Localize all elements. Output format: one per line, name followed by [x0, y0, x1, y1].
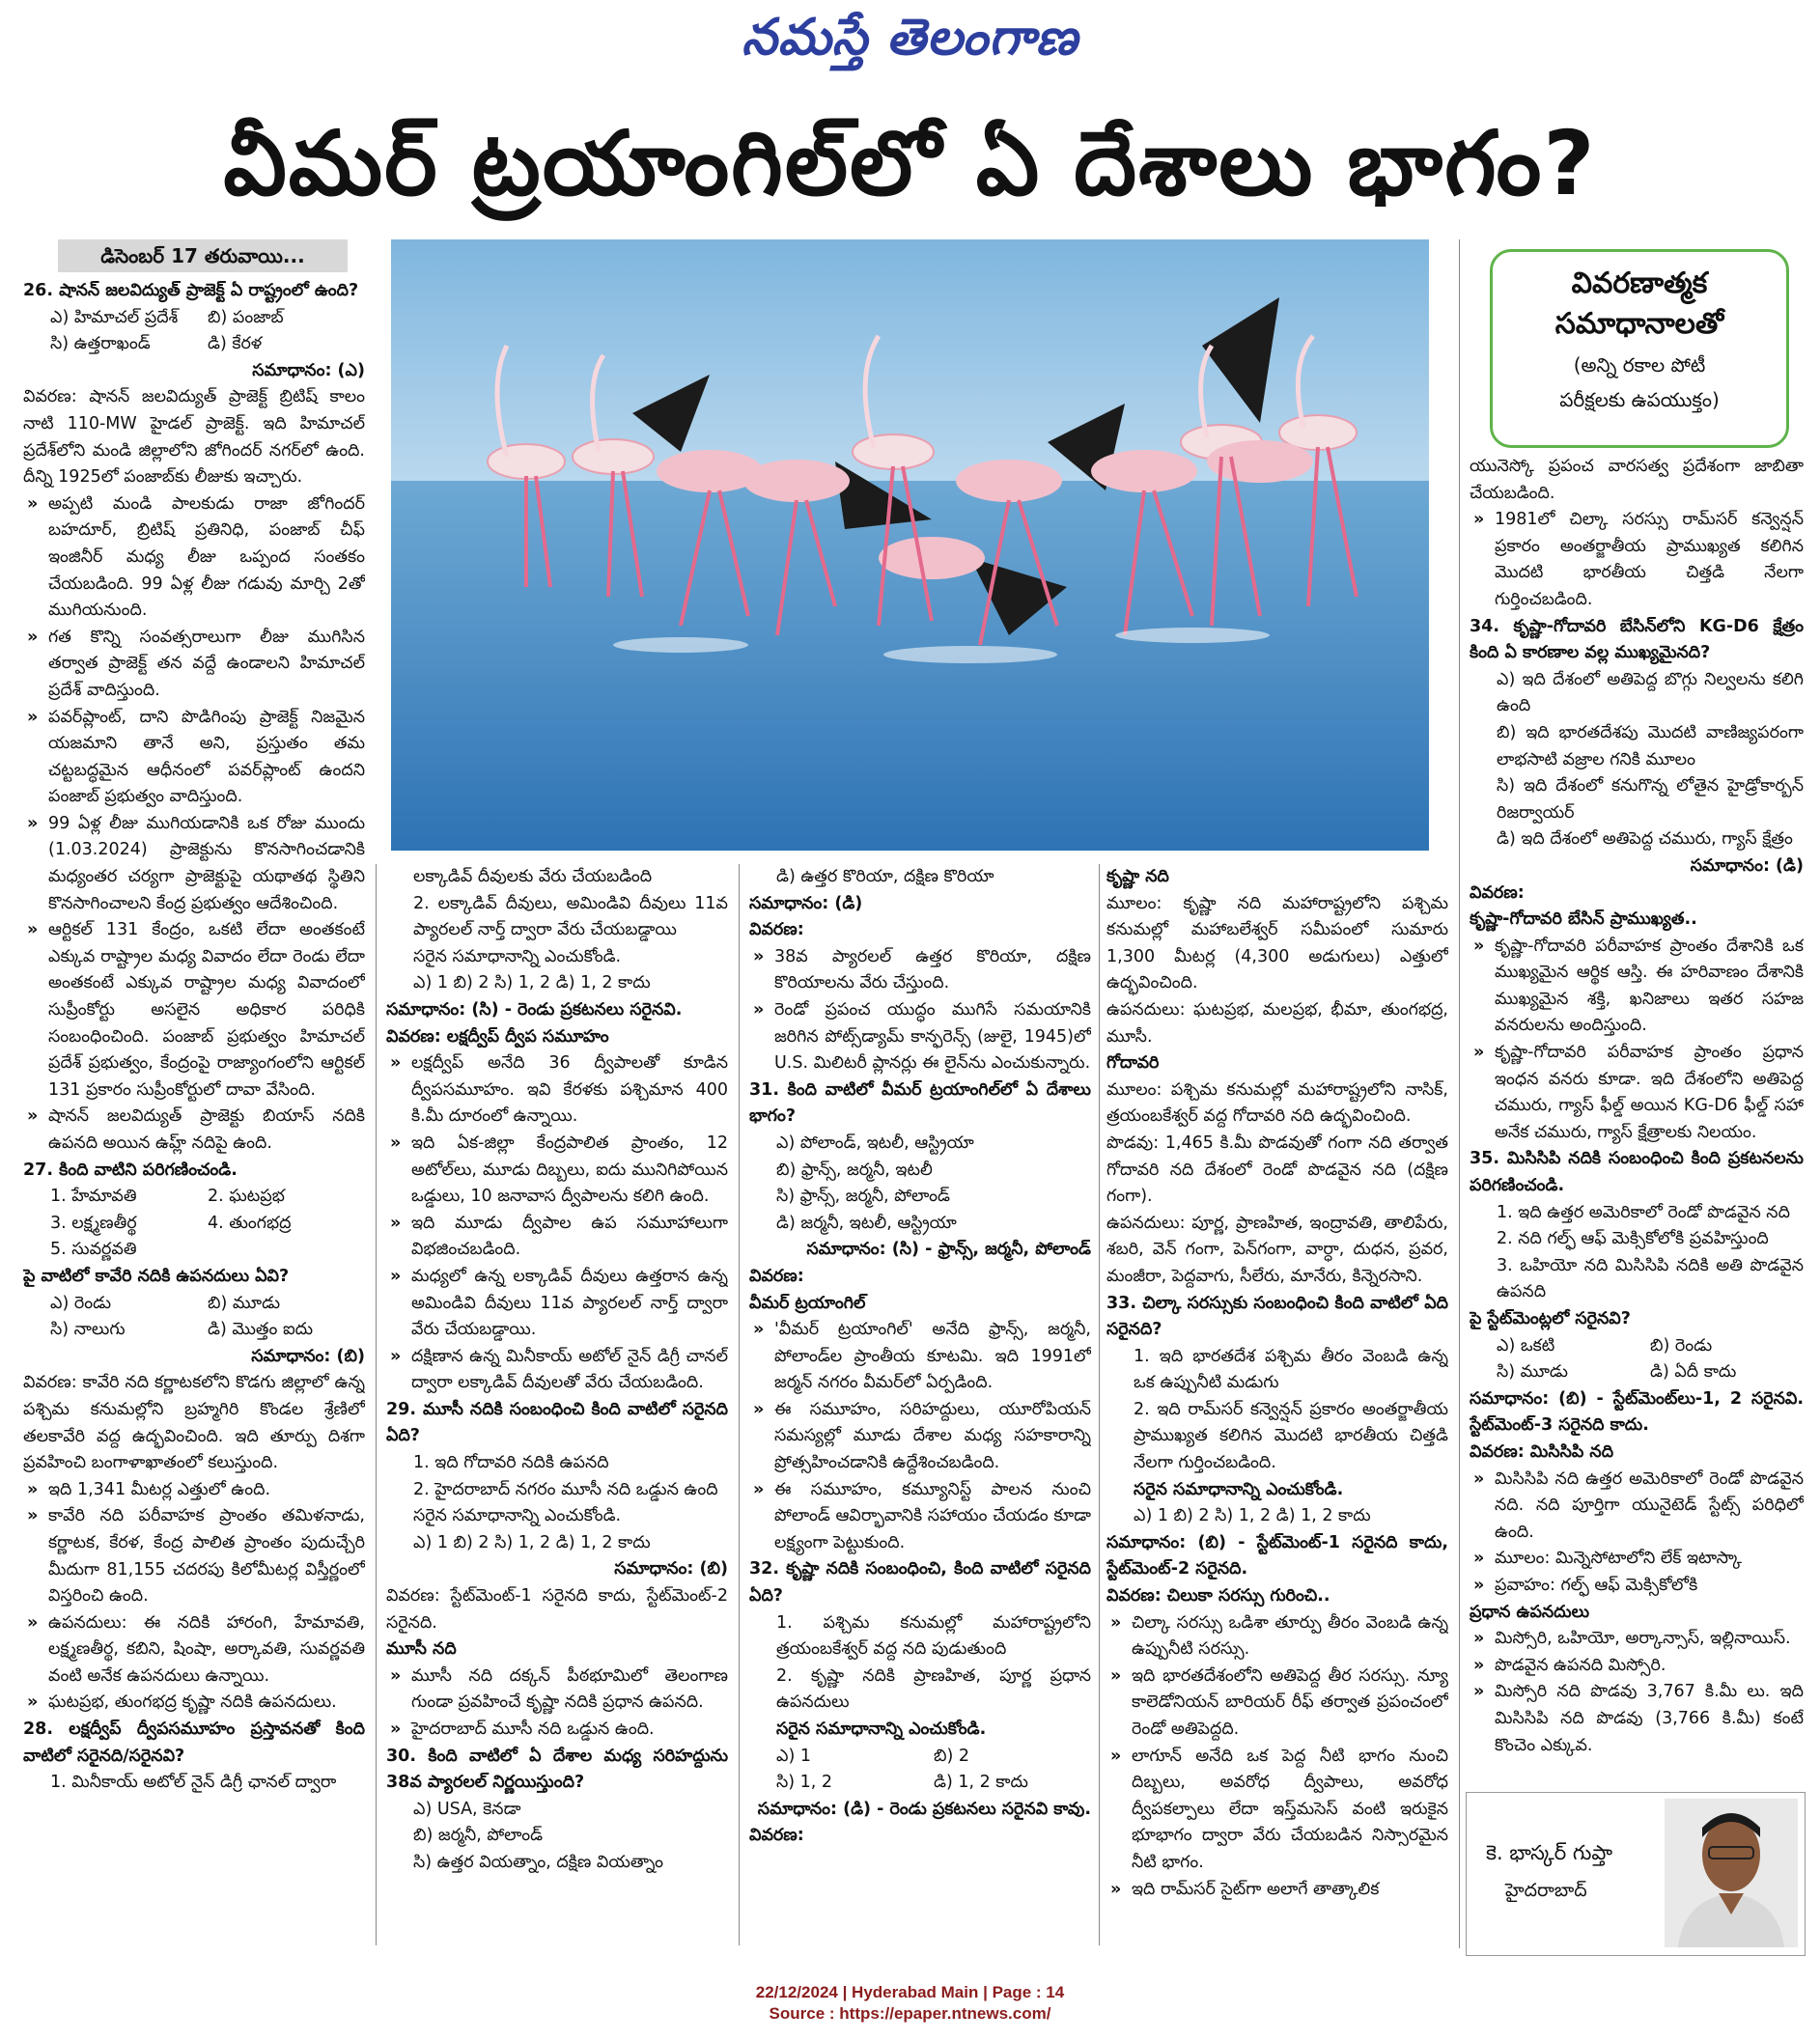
column-4	[1106, 864, 1448, 1948]
option: సి) ఇది దేశంలో కనుగొన్న లోతైన హైడ్రోకార్బన్ రిజర్వాయర్	[1497, 776, 1804, 823]
option: 5. సువర్ణవతి	[50, 1240, 137, 1260]
answer: సమాధానం: (డి)	[749, 893, 863, 913]
statement: 2. కృష్ణా నదికి ప్రాణహిత, పూర్ణ ప్రధాన ఉపనదులు	[776, 1665, 1091, 1713]
bullet: » ఇది ఏక-జిల్లా కేంద్రపాలిత ప్రాంతం, 12 అటోల్‌లు, మూడు దిబ్బలు, ఐదు మునిగిపోయిన ఒడ్డులు, 10 జనావాస ద్వీపాలను కలిగి ఉంది.	[386, 1131, 728, 1211]
option: 1. హేమావతి	[50, 1187, 137, 1207]
bullet: » ఘటప్రభ, తుంగభద్ర కృష్ణా నదికి ఉపనదులు.	[23, 1690, 365, 1717]
statement: 1. పశ్చిమ కనుమల్లో మహారాష్ట్రలోని త్రయంబకేశ్వర్ వద్ద నది పుడుతుంది	[776, 1612, 1091, 1660]
option: డి) మొత్తం ఐదు	[208, 1320, 314, 1340]
instruction: సరైన సమాధానాన్ని ఎంచుకోండి.	[413, 1506, 622, 1526]
option: బి) పంజాబ్	[208, 307, 284, 327]
bullet: » మిస్సోరి నది పొడవు 3,767 కి.మీ లు. ఇది మిసిసిపి నది పొడవు (3,766 కి.మీ) కంటే కొంచెం ఎక్కువ.	[1470, 1679, 1804, 1759]
option: బి) ఫ్రాన్స్, జర్మనీ, ఇటలీ	[776, 1160, 933, 1180]
column-divider	[376, 864, 377, 1945]
question: 31. కింది వాటిలో వీమర్ ట్రయాంగిల్‌లో ఏ దేశాలు భాగం?	[749, 1079, 1091, 1127]
question: పై స్టేట్‌మెంట్లలో సరైనవి?	[1470, 1309, 1631, 1328]
badge-subline: (అన్ని రకాల పోటీ	[1573, 353, 1706, 377]
option: బి) ఇది భారతదేశపు మొదటి వాణిజ్యపరంగా లాభసాటి వజ్రాల గనికి మూలం	[1497, 722, 1804, 769]
option: డి) ఇది దేశంలో అతిపెద్ద చమురు, గ్యాస్ క్షేత్రం	[1497, 829, 1793, 850]
bullet: » లాగూన్ అనేది ఒక పెద్ద నీటి భాగం నుంచి దిబ్బలు, అవరోధ ద్వీపాలు, అవరోధ ద్వీపకల్పాలు లేదా ఇస్త్‌మసెస్ వంటి ఇరుకైన భూభాగం ద్వారా వేరు చేయబడిన నిస్సారమైన నీటి భాగం.	[1106, 1744, 1448, 1877]
bullet: » గత కొన్ని సంవత్సరాలుగా లీజు ముగిసిన తర్వాత ప్రాజెక్ట్ తన వద్దే ఉండాలని హిమాచల్ ప్రదేశ్ వాదిస్తుంది.	[23, 625, 365, 705]
explanation-heading: వివరణ:	[1470, 882, 1525, 903]
bullet: » దక్షిణాన ఉన్న మినీకాయ్ అటోల్ నైన్ డిగ్రీ చానల్ ద్వారా లక్కాడివ్ దీవులతో వేరు చేయబడింది.	[386, 1344, 728, 1397]
option: ఎ) రెండు	[50, 1293, 112, 1313]
options-row	[23, 331, 365, 358]
option: ఎ) USA, కెనడా	[413, 1799, 521, 1819]
badge-subline: పరీక్షలకు ఉపయుక్తం)	[1559, 388, 1720, 411]
bullet: » చిల్కా సరస్సు ఒడిశా తూర్పు తీరం వెంబడి ఉన్న ఉప్పునీటి సరస్సు.	[1106, 1610, 1448, 1664]
bullet: » పొడవైన ఉపనది మిస్సోరి.	[1470, 1653, 1804, 1680]
author-name: కె. భాస్కర్ గుప్తా	[1486, 1841, 1613, 1864]
option: సి) ఫ్రాన్స్, జర్మనీ, పోలాండ్	[776, 1187, 950, 1207]
bullet: » ఆర్టికల్ 131 కేంద్రం, ఒకటి లేదా అంతకంటే ఎక్కువ రాష్ట్రాల మధ్య వివాదం లేదా రెండు లేదా అంతకంటే ఎక్కువ రాష్ట్రాల మధ్య వివాదంలో సుప్రీంకోర్టు అసలైన అధికార పరిధికి సంబంధించింది. పంజాబ్ ప్రభుత్వం హిమాచల్ ప్రదేశ్ ప్రభుత్వం, కేంద్రంపై రాజ్యాంగంలోని ఆర్టికల్ 131 ప్రకారం సుప్రీంకోర్టులో దావా వేసింది.	[23, 917, 365, 1104]
bullet: » రెండో ప్రపంచ యుద్ధం ముగిసే సమయానికి జరిగిన పోట్స్‌డ్యామ్ కాన్ఫరెన్స్ (జులై, 1945)లో U.S. మిలిటరీ ప్లానర్లు ఈ లైన్‌ను ఎంచుకున్నారు.	[749, 997, 1091, 1077]
explanation: వివరణ: కావేరి నది కర్ణాటకలోని కొడగు జిల్లాలో ఉన్న పశ్చిమ కనుమల్లోని బ్రహ్మగిరి కొండల శ్రేణిలో తలకావేరి వద్ద ఉద్భవించింది. ఇది తూర్పు దిశగా ప్రవహించి బంగాళాఖాతంలో కలుస్తుంది.	[23, 1373, 365, 1473]
explanation-heading: వివరణ:	[749, 1826, 804, 1846]
bullet: » ఇది మూడు ద్వీపాల ఉప సమూహాలుగా విభజించబడింది.	[386, 1211, 728, 1264]
statement: లక్కాడివ్ దీవులకు వేరు చేయబడింది	[413, 867, 653, 886]
question: 33. చిల్కా సరస్సుకు సంబంధించి కింది వాటిలో ఏది సరైనది?	[1106, 1293, 1448, 1340]
paragraph: మూలం: కృష్ణా నది మహారాష్ట్రలోని పశ్చిమ కనుమల్లో మహాబలేశ్వర్ సమీపంలో సుమారు 1,300 మీటర్ల (4,300 అడుగులు) ఎత్తులో ఉద్భవించింది.	[1106, 893, 1448, 993]
author-city: హైదరాబాద్	[1505, 1880, 1587, 1901]
author-photo	[1665, 1799, 1798, 1947]
bullet: » 'వీమర్ ట్రయాంగిల్' అనేది ఫ్రాన్స్, జర్మనీ, పోలాండ్‌ల ప్రాంతీయ కూటమి. ఇది 1991లో జర్మన్ నగరం వీమర్‌లో ఏర్పడింది.	[749, 1317, 1091, 1397]
paragraph: పొడవు: 1,465 కి.మీ పొడవుతో గంగా నది తర్వాత గోదావరి నది దేశంలో రెండో పొడవైన నది (దక్షిణ గంగా).	[1106, 1132, 1448, 1207]
statement: 2. హైదరాబాద్ నగరం మూసీ నది ఒడ్డున ఉంది	[413, 1479, 718, 1499]
flamingo-illustration	[391, 239, 1429, 851]
bullet: » షానన్ జలవిద్యుత్ ప్రాజెక్టు బియాస్ నదికి ఉపనది అయిన ఉహ్ల్ నదిపై ఉంది.	[23, 1104, 365, 1157]
statement: 2. నది గల్ఫ్ ఆఫ్ మెక్సికోలోకి ప్రవహిస్తుంది	[1497, 1229, 1769, 1249]
badge-line: సమాధానాలతో	[1554, 307, 1724, 341]
bullet: » ఈ సమూహం, కమ్యూనిస్ట్ పాలన నుంచి పోలాండ్ ఆవిర్భావానికి సహాయం చేయడం కూడా లక్ష్యంగా పెట్టుకుంది.	[749, 1477, 1091, 1557]
option: డి) ఏదీ కాదు	[1650, 1362, 1737, 1383]
option: డి) జర్మనీ, ఇటలీ, ఆస్ట్రియా	[776, 1213, 957, 1233]
bullet: » అప్పటి మండి పాలకుడు రాజా జోగిందర్ బహదూర్, బ్రిటిష్ ప్రతినిధి, పంజాబ్ చీఫ్ ఇంజినీర్ మధ్య లీజు ఒప్పంద సంతకం చేయబడింది. 99 ఏళ్ల లీజు గడువు మార్చి 2తో ముగియనుంది.	[23, 491, 365, 625]
answer: సమాధానం: (డి)	[1690, 855, 1804, 876]
author-portrait-icon	[1665, 1799, 1798, 1947]
footer-date: 22/12/2024 | Hyderabad Main | Page : 14	[755, 1983, 1065, 2001]
author-box	[1466, 1792, 1806, 1956]
options-row	[23, 1184, 365, 1211]
option: బి) మూడు	[208, 1293, 281, 1313]
option: డి) కేరళ	[208, 334, 263, 354]
answer: సమాధానం: (బి) - స్టేట్‌మెంట్-1 సరైనది కాదు, స్టేట్‌మెంట్-2 సరైనది.	[1106, 1532, 1448, 1580]
bullet: » మూలం: మిన్నెసోటాలోని లేక్ ఇటాస్కా	[1470, 1546, 1804, 1573]
masthead: నమస్తే తెలంగాణ	[742, 8, 1078, 67]
answer: సమాధానం: (సి) - రెండు ప్రకటనలు సరైనవి.	[386, 999, 683, 1020]
footer-source: Source : https://epaper.ntnews.com/	[769, 2004, 1051, 2023]
bullet: » ఇది భారతదేశంలోని అతిపెద్ద తీర సరస్సు. న్యూ కాలెడోనియన్ బారియర్ రీఫ్ తర్వాత ప్రపంచంలో రెండో అతిపెద్దది.	[1106, 1664, 1448, 1744]
options-row	[1470, 1333, 1804, 1360]
question: 35. మిసిసిపి నదికి సంబంధించి కింది ప్రకటనలను పరిగణించండి.	[1470, 1149, 1804, 1196]
statement: 1. మినీకాయ్ అటోల్ నైన్ డిగ్రీ ఛానల్ ద్వారా	[50, 1773, 337, 1793]
option: సి) ఉత్తరాఖండ్	[50, 334, 151, 354]
explanation-heading: వివరణ: లక్షద్వీప్ ద్వీప సమూహం	[386, 1026, 609, 1047]
explanation: వివరణ: షానన్ జలవిద్యుత్ ప్రాజెక్ట్ బ్రిటిష్ కాలం నాటి 110-MW హైడల్ ప్రాజెక్ట్. ఇది హిమాచల్ ప్రదేశ్‌లోని మండి జిల్లాలోని జోగిందర్ నగర్‌లో ఉంది. దీన్ని 1925లో పంజాబ్‌కు లీజుకు ఇచ్చారు.	[23, 387, 365, 488]
answer: సమాధానం: (డి) - రెండు ప్రకటనలు సరైనవి కావు.	[757, 1799, 1091, 1819]
statement: 1. ఇది గోదావరి నదికి ఉపనది	[413, 1453, 609, 1473]
option: బి) రెండు	[1650, 1335, 1713, 1356]
bullet: » 38వ ప్యారలల్ ఉత్తర కొరియా, దక్షిణ కొరియాలను వేరు చేస్తుంది.	[749, 944, 1091, 997]
question: 26. షానన్ జలవిద్యుత్ ప్రాజెక్ట్ ఏ రాష్ట్రంలో ఉంది?	[23, 281, 359, 300]
paragraph: మూలం: పశ్చిమ కనుమల్లో మహారాష్ట్రలోని నాసిక్, త్రయంబకేశ్వర్ వద్ద గోదావరి నది ఉద్భవించింది.	[1106, 1079, 1448, 1127]
bullet: » 99 ఏళ్ల లీజు ముగియడానికి ఒక రోజు ముందు (1.03.2024) ప్రాజెక్టును కొనసాగించడానికి మధ్యంతర చర్యగా ప్రాజెక్టుపై యథాతథ స్థితిని కొనసాగించాలని కేంద్ర ప్రభుత్వం ఆదేశించింది.	[23, 811, 365, 917]
subheading: మూసీ నది	[386, 1639, 457, 1660]
question: 27. కింది వాటిని పరిగణించండి.	[23, 1160, 238, 1180]
paragraph: ఉపనదులు: పూర్ణ, ప్రాణహిత, ఇంద్రావతి, తాలిపేరు, శబరి, వెన్ గంగా, పెన్‌గంగా, వార్ధా, దుధన, ప్రవర, మంజీరా, పెద్దవాగు, సీలేరు, మానేరు, కిన్నెరసాని.	[1106, 1213, 1448, 1286]
footer	[0, 1982, 1820, 2025]
bullet: » ఉపనదులు: ఈ నదికి హారంగి, హేమావతి, లక్ష్మణతీర్థ, కబిని, షింషా, అర్కావతి, సువర్ణవతి వంటి అనేక ఉపనదులు ఉన్నాయి.	[23, 1610, 365, 1691]
question: 32. కృష్ణా నదికి సంబంధించి, కింది వాటిలో సరైనది ఏది?	[749, 1559, 1091, 1607]
option: ఎ) హిమాచల్ ప్రదేశ్	[50, 307, 179, 327]
explanation-heading: వివరణ:	[749, 920, 804, 940]
subheading: ప్రధాన ఉపనదులు	[1470, 1602, 1590, 1622]
subheading: వీమర్ ట్రయాంగిల్	[749, 1293, 866, 1313]
paragraph: ఉపనదులు: ఘటప్రభ, మలప్రభ, భీమా, తుంగభద్ర, మూసీ.	[1106, 999, 1448, 1047]
option: బి) జర్మనీ, పోలాండ్	[413, 1826, 544, 1846]
info-badge	[1490, 249, 1789, 448]
question: 28. లక్షద్వీప్ ద్వీపసమూహం ప్రస్తావనతో కింది వాటిలో సరైనది/సరైనవి?	[23, 1719, 365, 1766]
column-5	[1470, 454, 1804, 1767]
question: 30. కింది వాటిలో ఏ దేశాల మధ్య సరిహద్దును 38వ ప్యారలల్ నిర్ణయిస్తుంది?	[386, 1746, 728, 1793]
option: సి) నాలుగు	[50, 1320, 126, 1340]
options-row: ఎ) 1 బి) 2 సి) 1, 2 డి) 1, 2 కాదు	[413, 973, 651, 993]
bullet: » మధ్యలో ఉన్న లక్కాడివ్ దీవులు ఉత్తరాన ఉన్న అమిండివి దీవులు 11వ ప్యారలల్ నార్త్ ద్వారా వేరు చేయబడ్డాయి.	[386, 1264, 728, 1344]
option: 4. తుంగభద్ర	[208, 1213, 292, 1233]
badge-line: వివరణాత్మక	[1571, 266, 1708, 300]
answer: సమాధానం: (బి) - స్టేట్‌మెంట్‌లు-1, 2 సరైనవి. స్టేట్‌మెంట్-3 సరైనది కాదు.	[1470, 1388, 1804, 1436]
subheading: గోదావరి	[1106, 1053, 1160, 1074]
options-row	[1470, 1359, 1804, 1386]
column-divider	[1099, 864, 1100, 1945]
subheading: కృష్ణా నది	[1106, 867, 1169, 886]
instruction: సరైన సమాధానాన్ని ఎంచుకోండి.	[413, 946, 622, 966]
options-row	[23, 1211, 365, 1238]
options-row: ఎ) 1 బి) 2 సి) 1, 2 డి) 1, 2 కాదు	[413, 1532, 651, 1552]
statement: 2. ఇది రామ్‌సర్ కన్వెన్షన్ ప్రకారం అంతర్జాతీయ ప్రాముఖ్యత కలిగిన మొదటి భారతీయ చిత్తడి నేలగా గుర్తించబడింది.	[1134, 1399, 1448, 1473]
instruction: సరైన సమాధానాన్ని ఎంచుకోండి.	[1134, 1479, 1344, 1499]
option: ఎ) 1	[776, 1746, 811, 1766]
explanation-heading: వివరణ: మిసిసిపి నది	[1470, 1441, 1614, 1462]
statement: 3. ఒహియో నది మిసిసిపి నదికి అతి పొడవైన ఉపనది	[1497, 1255, 1804, 1302]
column-divider	[1459, 239, 1460, 1948]
option: సి) మూడు	[1497, 1362, 1568, 1383]
answer: సమాధానం: (బి)	[251, 1346, 365, 1366]
options-row	[749, 1744, 1091, 1771]
bullet: » మూసీ నది దక్కన్ పీఠభూమిలో తెలంగాణ గుండా ప్రవహించే కృష్ణా నదికి ప్రధాన ఉపనది.	[386, 1664, 728, 1717]
option: సి) ఉత్తర వియత్నాం, దక్షిణ వియత్నాం	[413, 1852, 664, 1872]
bullet: » ఇది 1,341 మీటర్ల ఎత్తులో ఉంది.	[23, 1477, 365, 1504]
bullet: » ఇది రామ్‌సర్ సైట్‌గా అలాగే తాత్కాలిక	[1106, 1877, 1448, 1904]
subheading: కృష్ణా-గోదావరి బేసిన్ ప్రాముఖ్యత..	[1470, 909, 1697, 930]
instruction: సరైన సమాధానాన్ని ఎంచుకోండి.	[776, 1719, 987, 1739]
question: 29. మూసీ నదికి సంబంధించి కింది వాటిలో సరైనది ఏది?	[386, 1399, 728, 1446]
bullet: » పవర్‌ప్లాంట్, దాని పొడిగింపు ప్రాజెక్ట్ నిజమైన యజమాని తానే అని, ప్రస్తుతం తమ చట్టబద్ధమైన ఆధీనంలో పవర్‌ప్లాంట్ ఉందని పంజాబ్ ప్రభుత్వం వాదిస్తుంది.	[23, 705, 365, 811]
answer: సమాధానం: (బి)	[614, 1559, 728, 1580]
bullet: » ఈ సమూహం, సరిహద్దులు, యూరోపియన్ సమస్యల్లో మూడు దేశాల మధ్య సహకారాన్ని ప్రోత్సహించడానికి ఉద్దేశించబడింది.	[749, 1397, 1091, 1477]
options-row	[23, 305, 365, 332]
bullet: » హైదరాబాద్ మూసీ నది ఒడ్డున ఉంది.	[386, 1717, 728, 1744]
flamingo-photo	[391, 239, 1429, 851]
question: 34. కృష్ణా-గోదావరి బేసిన్‌లోని KG-D6 క్షేత్రం కింది ఏ కారణాల వల్ల ముఖ్యమైనది?	[1470, 616, 1804, 663]
bullet: » మిస్సోరి, ఒహియో, అర్కాన్సాస్, ఇల్లినాయిస్.	[1470, 1626, 1804, 1653]
bullet: » లక్షద్వీప్ అనేది 36 ద్వీపాలతో కూడిన ద్వీపసమూహం. ఇవి కేరళకు పశ్చిమాన 400 కి.మీ దూరంలో ఉన్నాయి.	[386, 1050, 728, 1131]
option: ఎ) పోలాండ్, ఇటలీ, ఆస్ట్రియా	[776, 1132, 974, 1153]
statement: 1. ఇది భారతదేశ పశ్చిమ తీరం వెంబడి ఉన్న ఒక ఉప్పునీటి మడుగు	[1134, 1346, 1448, 1393]
option: డి) ఉత్తర కొరియా, దక్షిణ కొరియా	[776, 867, 994, 886]
option: ఎ) ఒకటి	[1497, 1335, 1555, 1356]
section-tag: డిసెంబర్ 17 తరువాయి...	[58, 239, 348, 272]
option: 3. లక్ష్మణతీర్థ	[50, 1213, 137, 1233]
bullet: » కృష్ణా-గోదావరి పరీవాహక ప్రాంతం దేశానికి ఒక ముఖ్యమైన ఆర్థిక ఆస్తి. ఈ హరివాణం దేశానికి ముఖ్యమైన శక్తి, ఖనిజాలు ఇతర సహజ వనరులను అందిస్తుంది.	[1470, 934, 1804, 1040]
option: ఎ) ఇది దేశంలో అతిపెద్ద బొగ్గు నిల్వలను కలిగి ఉంది	[1497, 669, 1804, 716]
statement: 2. లక్కాడివ్ దీవులు, అమిండివి దీవులు 11వ ప్యారలల్ నార్త్ ద్వారా వేరు చేయబడ్డాయి	[413, 893, 728, 940]
explanation-heading: వివరణ: చిలుకా సరస్సు గురించి..	[1106, 1586, 1330, 1607]
explanation-heading: వివరణ:	[749, 1266, 804, 1286]
bullet: » కృష్ణా-గోదావరి పరీవాహక ప్రాంతం ప్రధాన ఇంధన వనరు కూడా. ఇది దేశంలోని అతిపెద్ద చమురు, గ్యాస్ ఫీల్డ్ అయిన KG-D6 ఫీల్డ్‌ సహా అనేక చమురు, గ్యాస్ క్షేత్రాలకు నిలయం.	[1470, 1040, 1804, 1146]
options-row: ఎ) 1 బి) 2 సి) 1, 2 డి) 1, 2 కాదు	[1134, 1506, 1371, 1526]
question: పై వాటిలో కావేరి నదికి ఉపనదులు ఏవి?	[23, 1266, 290, 1286]
options-row	[23, 1317, 365, 1344]
statement: 1. ఇది ఉత్తర అమెరికాలో రెండో పొడవైన నది	[1497, 1202, 1790, 1222]
column-divider	[739, 864, 740, 1945]
answer: సమాధానం: (ఎ)	[252, 360, 365, 380]
option: సి) 1, 2	[776, 1773, 833, 1793]
column-3	[749, 864, 1091, 1948]
option: డి) 1, 2 కాదు	[934, 1773, 1028, 1793]
column-1	[23, 278, 365, 1948]
bullet: » కావేరి నది పరీవాహక ప్రాంతం తమిళనాడు, కర్ణాటక, కేరళ, కేంద్ర పాలిత ప్రాంతం పుదుచ్చేరి మీదుగా 81,155 చదరపు కిలోమీటర్ల విస్తీర్ణంలో విస్తరించి ఉంది.	[23, 1503, 365, 1609]
options-row	[23, 1291, 365, 1318]
bullet: » మిసిసిపి నది ఉత్తర అమెరికాలో రెండో పొడవైన నది. నది పూర్తిగా యునైటెడ్ స్టేట్స్ పరిధిలో ఉంది.	[1470, 1467, 1804, 1547]
option: బి) 2	[934, 1746, 970, 1766]
bullet: » ప్రవాహం: గల్ఫ్ ఆఫ్ మెక్సికోలోకి	[1470, 1573, 1804, 1600]
bullet: » 1981లో చిల్కా సరస్సు రామ్‌సర్ కన్వెన్షన్ ప్రకారం అంతర్జాతీయ ప్రాముఖ్యత కలిగిన మొదటి భారతీయ చిత్తడి నేలగా గుర్తించబడింది.	[1470, 507, 1804, 613]
explanation: వివరణ: స్టేట్‌మెంట్-1 సరైనది కాదు, స్టేట్‌మెంట్-2 సరైనది.	[386, 1586, 728, 1633]
options-row	[749, 1770, 1091, 1797]
paragraph: యునెస్కో ప్రపంచ వారసత్వ ప్రదేశంగా జాబితా చేయబడింది.	[1470, 457, 1804, 503]
option: 2. ఘటప్రభ	[208, 1187, 285, 1207]
column-2	[386, 864, 728, 1948]
headline: వీమర్ ట్రయాంగిల్‌లో ఏ దేశాలు భాగం?	[223, 112, 1597, 215]
answer: సమాధానం: (సి) - ఫ్రాన్స్, జర్మనీ, పోలాండ్	[806, 1240, 1091, 1260]
